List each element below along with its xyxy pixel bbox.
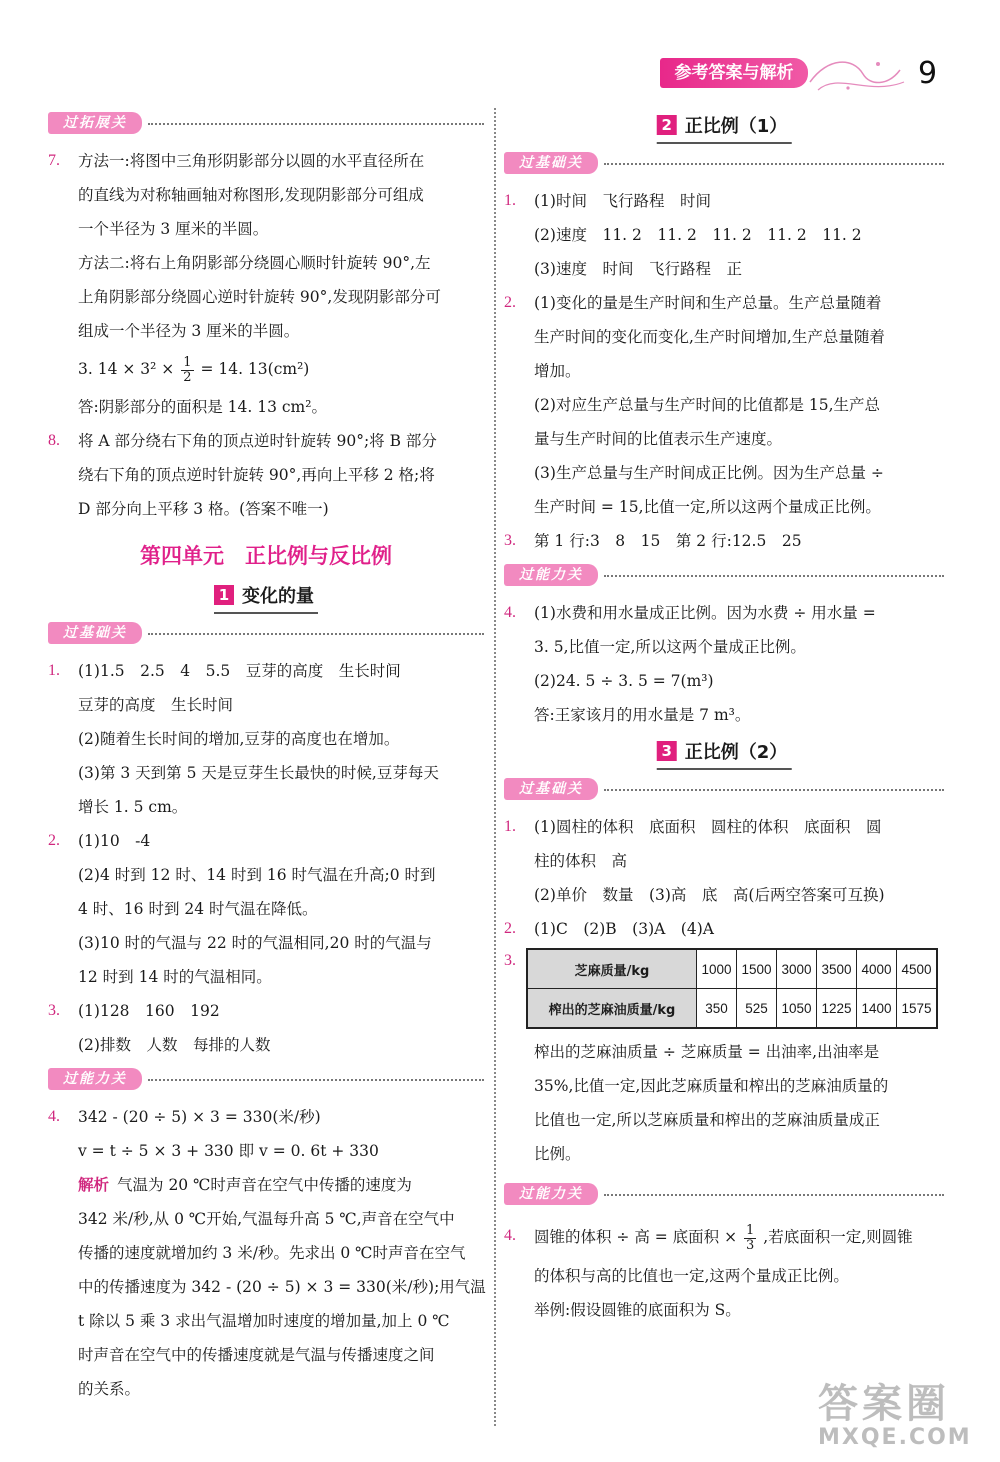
- question-number: 7.: [48, 152, 60, 169]
- row-header: 芝麻质量/kg: [527, 949, 697, 989]
- basic-question-1: [48, 654, 484, 824]
- page-number: 9: [918, 56, 938, 91]
- formula-left: 3. 14 × 3² ×: [78, 360, 175, 378]
- text-line: D 部分向上平移 3 格。(答案不唯一): [78, 500, 329, 518]
- table-cell: 1400: [857, 989, 897, 1029]
- question-number: 2.: [504, 294, 516, 311]
- text-line: 3. 5,比值一定,所以这两个量成正比例。: [534, 638, 806, 656]
- question-number: 4.: [504, 604, 516, 621]
- fraction: [181, 356, 193, 385]
- lesson-name: 正比例（1）: [684, 116, 788, 137]
- table-cell: 1575: [897, 989, 938, 1029]
- text-line: (3)第 3 天到第 5 天是豆芽生长最快的时候,豆芽每天: [78, 764, 439, 782]
- text-line: (2)随着生长时间的增加,豆芽的高度也在增加。: [78, 730, 400, 748]
- question-number: 2.: [504, 920, 516, 937]
- dotted-rule: [148, 123, 484, 125]
- formula-right: ,若底面积一定,则圆锥: [763, 1228, 913, 1246]
- fraction-numerator: 1: [746, 1222, 755, 1238]
- lesson-title-2: [504, 110, 944, 146]
- question-number: 4.: [48, 1108, 60, 1125]
- section-tag: 过能力关: [48, 1068, 142, 1090]
- fraction-denominator: 3: [746, 1237, 755, 1253]
- section-header-tuozhan: [48, 110, 484, 136]
- section-tag: 过基础关: [48, 622, 142, 644]
- lesson-number: 3: [657, 741, 677, 761]
- question-number: 1.: [504, 192, 516, 209]
- watermark-logo: [818, 1382, 988, 1454]
- text-line: (1)1.5 2.5 4 5.5 豆芽的高度 生长时间: [78, 662, 401, 680]
- section-header-nengli: [48, 1066, 484, 1092]
- text-line: 12 时到 14 时的气温相同。: [78, 968, 272, 986]
- analysis-line: [78, 1168, 484, 1202]
- dotted-rule: [604, 1194, 944, 1196]
- text-line: t 除以 5 乘 3 求出气温增加时速度的增加量,加上 0 ℃: [78, 1312, 450, 1330]
- table-explanation: [526, 1035, 944, 1171]
- text-line: 的关系。: [78, 1380, 141, 1398]
- header-label: 参考答案与解析: [660, 58, 808, 88]
- table-cell: 525: [737, 989, 777, 1029]
- dotted-rule: [148, 1079, 484, 1081]
- question-3: [504, 524, 944, 558]
- text-line: 中的传播速度为 342 - (20 ÷ 5) × 3 = 330(米/秒);用气温: [78, 1278, 486, 1296]
- table-cell: 1225: [817, 989, 857, 1029]
- text-line: (2)速度 11. 2 11. 2 11. 2 11. 2 11. 2: [534, 226, 862, 244]
- unit-title: 第四单元 正比例与反比例: [140, 544, 392, 568]
- fraction: [744, 1224, 756, 1253]
- text-line: (3)生产总量与生产时间成正比例。因为生产总量 ÷: [534, 464, 884, 482]
- column-divider: [494, 108, 496, 1426]
- formula-line: [78, 348, 484, 390]
- text-line: (1)128 160 192: [78, 1002, 220, 1020]
- table-cell: 1000: [697, 949, 737, 989]
- lesson-number: 2: [657, 115, 677, 135]
- sesame-oil-table: [526, 948, 938, 1029]
- section-tag: 过拓展关: [48, 112, 142, 134]
- analysis-text: 气温为 20 ℃时声音在空气中传播的速度为: [117, 1176, 412, 1194]
- question-4: [504, 596, 944, 732]
- text-line: (2)排数 人数 每排的人数: [78, 1036, 271, 1054]
- lesson-box: [657, 738, 792, 770]
- question-number: 3.: [504, 952, 516, 969]
- text-line: 4 时、16 时到 24 时气温在降低。: [78, 900, 318, 918]
- text-line: 豆芽的高度 生长时间: [78, 696, 234, 714]
- answer-line: 答:阴影部分的面积是 14. 13 cm²。: [78, 398, 327, 416]
- analysis-label: 解析: [78, 1176, 110, 1194]
- lesson-number: 1: [214, 585, 234, 605]
- section-header-nengli: [504, 562, 944, 588]
- text-line: 柱的体积 高: [534, 852, 628, 870]
- practice-question-2: [504, 912, 944, 946]
- table-cell: 4000: [857, 949, 897, 989]
- text-line: (2)单价 数量 (3)高 底 高(后两空答案可互换): [534, 886, 885, 904]
- text-line: (1)10 -4: [78, 832, 151, 850]
- text-line: 增长 1. 5 cm。: [78, 798, 188, 816]
- ability-question-4: [48, 1100, 484, 1406]
- dotted-rule: [604, 575, 944, 577]
- text-line: 上角阴影部分绕圆心逆时针旋转 90°,发现阴影部分可: [78, 288, 441, 306]
- question-number: 4.: [504, 1227, 516, 1244]
- table-row: [527, 989, 937, 1029]
- dotted-rule: [148, 633, 484, 635]
- question-2: [504, 286, 944, 524]
- question-8: [48, 424, 484, 526]
- section-tag: 过基础关: [504, 152, 598, 174]
- text-line: (2)4 时到 12 时、14 时到 16 时气温在升高;0 时到: [78, 866, 436, 884]
- text-line: (1)水费和用水量成正比例。因为水费 ÷ 用水量 =: [534, 604, 876, 622]
- row-header: 榨出的芝麻油质量/kg: [527, 989, 697, 1029]
- text-line: v = t ÷ 5 × 3 + 330 即 v = 0. 6t + 330: [78, 1142, 379, 1160]
- basic-question-3: [48, 994, 484, 1062]
- text-line: 方法一:将图中三角形阴影部分以圆的水平直径所在: [78, 152, 425, 170]
- practice-question-1: [504, 810, 944, 912]
- table-cell: 3500: [817, 949, 857, 989]
- watermark-site: MXQE.COM: [818, 1425, 972, 1450]
- section-header-jichu: [504, 776, 944, 802]
- text-line: 将 A 部分绕右下角的顶点逆时针旋转 90°;将 B 部分: [78, 432, 437, 450]
- question-number: 8.: [48, 432, 60, 449]
- question-number: 3.: [504, 532, 516, 549]
- question-7: [48, 144, 484, 424]
- text-line: (1)圆柱的体积 底面积 圆柱的体积 底面积 圆: [534, 818, 882, 836]
- table-cell: 4500: [897, 949, 938, 989]
- text-line: 生产时间的变化而变化,生产时间增加,生产总量随着: [534, 328, 885, 346]
- text-line: 比值也一定,所以芝麻质量和榨出的芝麻油质量成正: [534, 1111, 880, 1129]
- text-line: 时声音在空气中的传播速度就是气温与传播速度之间: [78, 1346, 435, 1364]
- text-line: 答:王家该月的用水量是 7 m³。: [534, 706, 751, 724]
- practice-question-3: [504, 948, 944, 1171]
- text-line: 举例:假设圆锥的底面积为 S。: [534, 1301, 741, 1319]
- basic-question-2: [48, 824, 484, 994]
- swirl-decoration-icon: [808, 52, 908, 98]
- question-number: 1.: [504, 818, 516, 835]
- section-header-jichu: [48, 620, 484, 646]
- fraction-denominator: 2: [183, 369, 192, 385]
- section-header-nengli: [504, 1181, 944, 1207]
- section-tag: 过能力关: [504, 1183, 598, 1205]
- fraction-numerator: 1: [183, 354, 192, 370]
- left-column: [48, 106, 484, 1406]
- text-line: 绕右下角的顶点逆时针旋转 90°,再向上平移 2 格;将: [78, 466, 435, 484]
- text-line: 比例。: [534, 1145, 581, 1163]
- lesson-title-3: [504, 736, 944, 772]
- text-line: 的体积与高的比值也一定,这两个量成正比例。: [534, 1267, 849, 1285]
- table-row: [527, 949, 937, 989]
- section-header-jichu: [504, 150, 944, 176]
- text-line: (2)对应生产总量与生产时间的比值都是 15,生产总: [534, 396, 881, 414]
- text-line: 传播的速度就增加约 3 米/秒。先求出 0 ℃时声音在空气: [78, 1244, 466, 1262]
- text-line: (1)C (2)B (3)A (4)A: [534, 920, 714, 938]
- text-line: 35%,比值一定,因此芝麻质量和榨出的芝麻油质量的: [534, 1077, 889, 1095]
- text-line: 方法二:将右上角阴影部分绕圆心顺时针旋转 90°,左: [78, 254, 431, 272]
- lesson-name: 正比例（2）: [684, 742, 788, 763]
- text-line: 的直线为对称轴画轴对称图形,发现阴影部分可组成: [78, 186, 424, 204]
- table-cell: 1050: [777, 989, 817, 1029]
- text-line: (3)10 时的气温与 22 时的气温相同,20 时的气温与: [78, 934, 432, 952]
- table-cell: 350: [697, 989, 737, 1029]
- dotted-rule: [604, 789, 944, 791]
- text-line: 342 - (20 ÷ 5) × 3 = 330(米/秒): [78, 1108, 321, 1126]
- text-line: 342 米/秒,从 0 ℃开始,气温每升高 5 ℃,声音在空气中: [78, 1210, 455, 1228]
- formula-right: = 14. 13(cm²): [200, 360, 310, 378]
- practice-question-4: [504, 1215, 944, 1327]
- text-line: 第 1 行:3 8 15 第 2 行:12.5 25: [534, 532, 802, 550]
- text-line: 组成一个半径为 3 厘米的半圆。: [78, 322, 300, 340]
- section-tag: 过基础关: [504, 778, 598, 800]
- lesson-name: 变化的量: [242, 586, 314, 607]
- question-number: 2.: [48, 832, 60, 849]
- text-line: (3)速度 时间 飞行路程 正: [534, 260, 742, 278]
- watermark-text: 答案圈: [818, 1381, 950, 1427]
- right-column: [504, 106, 944, 1327]
- section-tag: 过能力关: [504, 564, 598, 586]
- formula-left: 圆锥的体积 ÷ 高 = 底面积 ×: [534, 1228, 738, 1246]
- text-line: 生产时间 = 15,比值一定,所以这两个量成正比例。: [534, 498, 881, 516]
- text-line: (1)时间 飞行路程 时间: [534, 192, 711, 210]
- question-number: 1.: [48, 662, 60, 679]
- question-1: [504, 184, 944, 286]
- text-line: (1)变化的量是生产时间和生产总量。生产总量随着: [534, 294, 882, 312]
- question-number: 3.: [48, 1002, 60, 1019]
- text-line: 一个半径为 3 厘米的半圆。: [78, 220, 269, 238]
- table-cell: 3000: [777, 949, 817, 989]
- lesson-title-1: [48, 580, 484, 616]
- text-line: 量与生产时间的比值表示生产速度。: [534, 430, 783, 448]
- dotted-rule: [604, 163, 944, 165]
- formula-line: [534, 1215, 944, 1259]
- lesson-box: [214, 582, 318, 614]
- text-line: (2)24. 5 ÷ 3. 5 = 7(m³): [534, 672, 714, 690]
- table-cell: 1500: [737, 949, 777, 989]
- text-line: 榨出的芝麻油质量 ÷ 芝麻质量 = 出油率,出油率是: [534, 1043, 880, 1061]
- text-line: 增加。: [534, 362, 581, 380]
- lesson-box: [657, 112, 792, 144]
